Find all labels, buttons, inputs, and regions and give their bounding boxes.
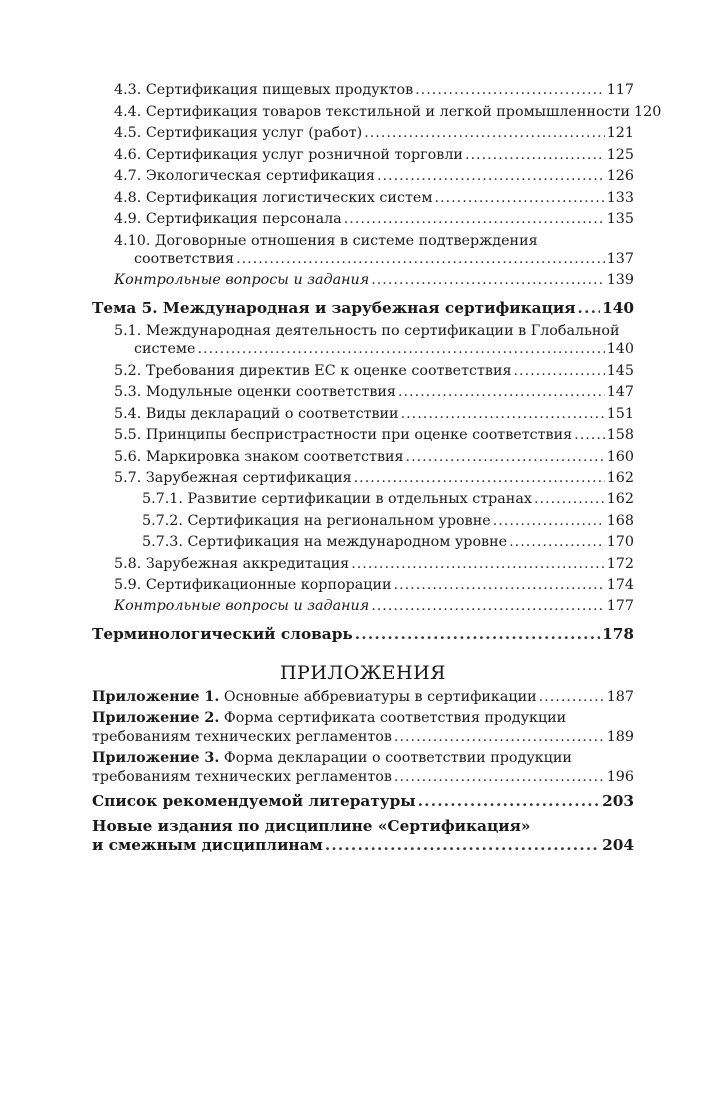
toc-entry — [114, 576, 634, 594]
page-number: 160 — [606, 449, 634, 465]
toc-subentry — [142, 490, 634, 508]
leader-dots — [406, 448, 605, 466]
toc-entry — [114, 167, 634, 185]
entry-title: 5.2. Требования директив ЕС к оценке соответствия — [114, 363, 512, 379]
leader-dots — [514, 362, 605, 380]
page-number: 177 — [606, 598, 634, 614]
leader-dots — [415, 81, 605, 99]
entry-title: Список рекомендуемой литературы — [92, 792, 416, 810]
entry-title: 5.7.3. Сертификация на международном уровне — [142, 534, 508, 550]
leader-dots — [325, 836, 600, 854]
leader-dots — [394, 728, 605, 746]
entry-title: Контрольные вопросы и задания — [114, 598, 370, 614]
entry-title-line2: системе — [134, 341, 196, 357]
entry-title: 5.6. Маркировка знаком соответствия — [114, 449, 404, 465]
page-number: 162 — [606, 470, 634, 486]
toc-subentry — [142, 512, 634, 530]
entry-title-line1: 4.10. Договорные отношения в системе подтверждения — [114, 233, 538, 249]
page-number: 187 — [606, 689, 634, 705]
leader-dots — [371, 271, 605, 289]
page-number: 158 — [606, 427, 634, 443]
toc-entry — [114, 469, 634, 487]
entry-title-line1 — [92, 749, 572, 767]
toc-entry — [114, 448, 634, 466]
page-number: 196 — [606, 769, 634, 785]
page-number: 135 — [606, 211, 634, 227]
entry-title: 4.3. Сертификация пищевых продуктов — [114, 82, 414, 98]
leader-dots — [398, 383, 605, 401]
entry-title: Терминологический словарь — [92, 625, 353, 643]
page-number: 126 — [606, 168, 634, 184]
appendix-text: Основные аббревиатуры в сертификации — [223, 689, 537, 705]
entry-title-line2: требованиям технических регламентов — [92, 729, 392, 745]
appendix-label: Приложение 1. — [92, 689, 220, 705]
entry-title — [92, 688, 537, 706]
entry-title: 4.5. Сертификация услуг (работ) — [114, 125, 363, 141]
toc-entry — [134, 250, 634, 268]
page-number: 174 — [606, 577, 634, 593]
toc-entry — [114, 189, 634, 207]
entry-title: 4.4. Сертификация товаров текстильной и легкой промышленности — [114, 104, 631, 120]
entry-title-line2: требованиям технических регламентов — [92, 769, 392, 785]
page-number: 162 — [606, 491, 634, 507]
leader-dots — [377, 167, 605, 185]
leader-dots — [434, 189, 604, 207]
leader-dots — [364, 124, 605, 142]
toc-entry — [114, 271, 634, 289]
page-number: 178 — [602, 625, 634, 643]
toc-appendix-entry — [92, 688, 634, 706]
toc-appendix-entry — [92, 728, 634, 746]
entry-title-line2: соответствия — [134, 251, 235, 267]
leader-dots — [539, 688, 605, 706]
leader-dots — [509, 533, 605, 551]
toc-entry — [114, 146, 634, 164]
leader-dots — [198, 340, 605, 358]
leader-dots — [401, 405, 605, 423]
page-number: 120 — [634, 104, 662, 120]
leader-dots — [574, 426, 605, 444]
entry-title: 5.5. Принципы беспристрастности при оценке соответствия — [114, 427, 573, 443]
toc-entry — [114, 426, 634, 444]
leader-dots — [578, 299, 601, 317]
leader-dots — [354, 469, 605, 487]
toc-entry — [114, 362, 634, 380]
leader-dots — [371, 597, 605, 615]
entry-title: 5.3. Модульные оценки соответствия — [114, 384, 396, 400]
toc-entry — [134, 340, 634, 358]
page-number: 137 — [606, 251, 634, 267]
page-number: 172 — [606, 556, 634, 572]
page-number: 139 — [606, 272, 634, 288]
page-number: 147 — [606, 384, 634, 400]
page-number: 203 — [602, 792, 634, 810]
page-number: 170 — [606, 534, 634, 550]
entry-title: 4.7. Экологическая сертификация — [114, 168, 375, 184]
toc-appendix-entry — [92, 768, 634, 786]
leader-dots — [465, 146, 605, 164]
page-number: 204 — [602, 836, 634, 854]
entry-title: 5.8. Зарубежная аккредитация — [114, 556, 350, 572]
toc-entry — [114, 597, 634, 615]
leader-dots — [493, 512, 605, 530]
entry-title: 5.9. Сертификационные корпорации — [114, 577, 392, 593]
appendix-text: Форма декларации о соответствии продукции — [223, 750, 572, 766]
page-number: 189 — [606, 729, 634, 745]
page-number: 133 — [606, 190, 634, 206]
appendix-label: Приложение 2. — [92, 710, 220, 726]
toc-entry — [114, 210, 634, 228]
entry-title-line2: и смежным дисциплинам — [92, 836, 323, 854]
entry-title: Контрольные вопросы и задания — [114, 272, 370, 288]
entry-title: 4.6. Сертификация услуг розничной торговли — [114, 147, 463, 163]
toc-entry — [114, 124, 634, 142]
toc-theme-entry — [92, 299, 634, 317]
entry-title-line1: Новые издания по дисциплине «Сертификация» — [92, 817, 531, 835]
leader-dots — [394, 576, 605, 594]
toc-entry — [114, 555, 634, 573]
leader-dots — [344, 210, 605, 228]
entry-title-line1: 5.1. Международная деятельность по сертификации в Глобальной — [114, 323, 620, 339]
entry-title: 4.8. Сертификация логистических систем — [114, 190, 433, 206]
toc-entry — [114, 81, 634, 99]
entry-title: 4.9. Сертификация персонала — [114, 211, 342, 227]
entry-title: 5.7.1. Развитие сертификации в отдельных странах — [142, 491, 532, 507]
toc-literature-entry — [92, 792, 634, 810]
leader-dots — [394, 768, 605, 786]
toc-subentry — [142, 533, 634, 551]
leader-dots — [236, 250, 605, 268]
leader-dots — [355, 625, 600, 643]
toc-glossary-entry — [92, 625, 634, 643]
entry-title: 5.4. Виды деклараций о соответствии — [114, 406, 399, 422]
page-number: 151 — [606, 406, 634, 422]
page-number: 125 — [606, 147, 634, 163]
entry-title-line1 — [92, 709, 566, 727]
page-number: 140 — [606, 341, 634, 357]
toc-entry — [114, 103, 662, 121]
leader-dots — [418, 792, 600, 810]
page-number: 168 — [606, 513, 634, 529]
entry-title: 5.7. Зарубежная сертификация — [114, 470, 352, 486]
appendices-heading: ПРИЛОЖЕНИЯ — [279, 662, 447, 684]
appendix-text: Форма сертификата соответствия продукции — [223, 710, 567, 726]
appendix-label: Приложение 3. — [92, 750, 220, 766]
toc-new-editions-entry — [92, 836, 634, 854]
toc-entry — [114, 405, 634, 423]
leader-dots — [351, 555, 605, 573]
entry-title: Тема 5. Международная и зарубежная сертификация — [92, 299, 576, 317]
leader-dots — [534, 490, 605, 508]
page-number: 140 — [602, 299, 634, 317]
page-number: 121 — [606, 125, 634, 141]
page-number: 145 — [606, 363, 634, 379]
toc-entry — [114, 383, 634, 401]
entry-title: 5.7.2. Сертификация на региональном уровне — [142, 513, 491, 529]
page-number: 117 — [606, 82, 634, 98]
